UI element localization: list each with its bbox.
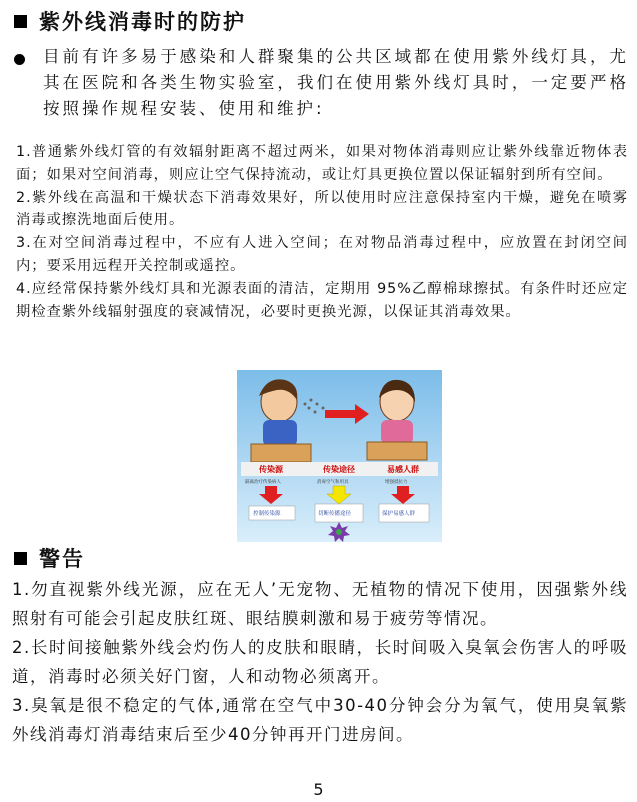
label-route: 传染途径 <box>323 465 355 474</box>
sub-label-right: 增强抵抗力 <box>385 480 408 485</box>
section-title-warning <box>14 543 85 573</box>
sub-label-mid: 消毒空气和用具 <box>317 480 349 485</box>
intro-text: 目前有许多易于感染和人群聚集的公共区域都在使用紫外线灯具，尤其在医院和各类生物实验室，我们在使用紫外线灯具时，一定要严格按照操作规程安装、使用和维护: <box>43 47 629 118</box>
square-bullet-icon <box>14 552 27 565</box>
list-item: 3.臭氧是很不稳定的气体,通常在空气中30-40分钟会分为氧气，使用臭氧紫外线消毒灯消毒结束后至少40分钟再开门进房间。 <box>12 696 628 744</box>
box-right-text: 保护易感人群 <box>382 511 416 517</box>
infection-prevention-illustration <box>237 370 442 542</box>
page-number: 5 <box>313 780 324 799</box>
label-susceptible: 易感人群 <box>387 465 419 474</box>
virus-dot-icon <box>336 529 342 535</box>
section-title-uv-protection <box>14 6 246 36</box>
section-title-text: 警告 <box>39 547 85 571</box>
illustration-svg <box>237 370 442 542</box>
warning-list <box>12 575 628 749</box>
list-item: 1.勿直视紫外线光源，应在无人’无宠物、无植物的情况下使用，因强紫外线照射有可能会引起皮肤红斑、眼结膜刺激和易于疲劳等情况。 <box>12 580 628 628</box>
list-item: 2.紫外线在高温和干燥状态下消毒效果好，所以使用时应注意保持室内干燥，避免在喷雾消毒或擦洗地面后使用。 <box>16 189 628 229</box>
list-item: 2.长时间接触紫外线会灼伤人的皮肤和眼睛，长时间吸入臭氧会伤害人的呼吸道，消毒时必须关好门窗，人和动物必须离开。 <box>12 638 628 686</box>
box-mid-text: 切断传播途径 <box>318 511 352 517</box>
square-bullet-icon <box>14 15 27 28</box>
list-item: 3.在对空间消毒过程中，不应有人进入空间；在对物品消毒过程中，应放置在封闭空间内；要采用远程开关控制或遥控。 <box>16 235 628 274</box>
section-title-text: 紫外线消毒时的防护 <box>39 10 246 34</box>
list-item: 1.普通紫外线灯管的有效辐射距离不超过两米，如果对物体消毒则应让紫外线靠近物体表面；如果对空间消毒，则应让空气保持流动，或让灯具更换位置以保证辐射到所有空间。 <box>16 144 628 183</box>
intro-paragraph <box>14 44 629 122</box>
label-source: 传染源 <box>259 465 283 474</box>
box-left-text: 控制传染源 <box>253 511 281 517</box>
list-item: 4.应经常保持紫外线灯具和光源表面的清洁，定期用 95%乙醇棉球擦拭。有条件时还应定期检查紫外线辐射强度的衰减情况，必要时更换光源，以保证其消毒效果。 <box>16 280 628 320</box>
round-bullet-icon <box>14 54 25 65</box>
uv-rules-list <box>16 141 628 323</box>
sub-label-left: 隔离治疗传染病人 <box>245 480 281 485</box>
